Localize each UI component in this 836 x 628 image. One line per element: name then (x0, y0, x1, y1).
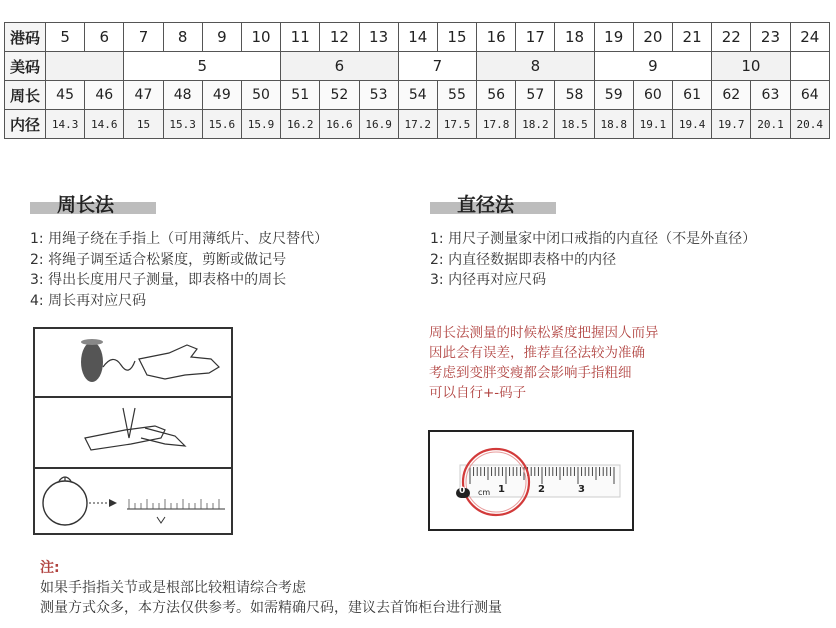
hk-size-cell: 17 (516, 23, 555, 52)
inner-diameter-cell: 18.5 (555, 110, 594, 139)
illustration-thread-spool (33, 327, 233, 398)
inner-diameter-cell: 19.4 (673, 110, 712, 139)
hk-size-cell: 9 (202, 23, 241, 52)
hk-size-cell: 14 (398, 23, 437, 52)
illustration-measure-ruler (33, 467, 233, 535)
hk-size-cell: 6 (85, 23, 124, 52)
us-size-cell: 8 (477, 52, 595, 81)
hk-size-cell: 21 (673, 23, 712, 52)
hk-size-cell: 5 (46, 23, 85, 52)
circumference-cell: 59 (594, 81, 633, 110)
hk-size-cell: 11 (281, 23, 320, 52)
circumference-cell: 62 (712, 81, 751, 110)
illustration-wrap-finger (33, 396, 233, 469)
hk-size-cell: 12 (320, 23, 359, 52)
circumference-cell: 47 (124, 81, 163, 110)
hk-size-cell: 13 (359, 23, 398, 52)
circumference-cell: 46 (85, 81, 124, 110)
inner-diameter-cell: 14.6 (85, 110, 124, 139)
hk-size-cell: 10 (241, 23, 280, 52)
inner-diameter-cell: 15.3 (163, 110, 202, 139)
right-step-item: 1: 用尺子测量家中闭口戒指的内直径（不是外直径） (430, 231, 757, 247)
us-size-cell (46, 52, 124, 81)
inner-diameter-cell: 17.5 (437, 110, 476, 139)
left-step-item: 2: 将绳子调至适合松紧度，剪断或做记号 (30, 251, 287, 268)
row-label-circumference: 周长 (5, 81, 46, 110)
circumference-cell: 60 (633, 81, 672, 110)
us-size-cell (790, 52, 829, 81)
ruler-three-label: 3 (578, 484, 585, 495)
us-size-cell: 9 (594, 52, 712, 81)
circumference-cell: 50 (241, 81, 280, 110)
inner-diameter-cell: 17.2 (398, 110, 437, 139)
us-size-cell: 7 (398, 52, 476, 81)
row-label-inner: 内径 (5, 110, 46, 139)
hk-size-cell: 23 (751, 23, 790, 52)
inner-diameter-cell: 15.6 (202, 110, 241, 139)
left-step-item: 4: 周长再对应尺码 (30, 292, 147, 309)
hk-size-cell: 18 (555, 23, 594, 52)
tip-line: 周长法测量的时候松紧度把握因人而异 (429, 325, 659, 341)
hk-size-cell: 15 (437, 23, 476, 52)
circumference-cell: 48 (163, 81, 202, 110)
footer-note (40, 558, 502, 618)
ruler-two-label: 2 (538, 484, 545, 495)
tip-line: 因此会有误差，推荐直径法较为准确 (429, 345, 645, 361)
inner-diameter-cell: 19.1 (633, 110, 672, 139)
inner-diameter-cell: 17.8 (477, 110, 516, 139)
hk-size-cell: 22 (712, 23, 751, 52)
hk-size-cell: 8 (163, 23, 202, 52)
footer-note-title: 注: (40, 560, 60, 576)
hk-size-row (5, 23, 830, 52)
circumference-cell: 54 (398, 81, 437, 110)
circumference-cell: 61 (673, 81, 712, 110)
left-step-item: 1: 用绳子绕在手指上（可用薄纸片、皮尺替代） (30, 231, 329, 247)
us-size-cell: 10 (712, 52, 790, 81)
circumference-cell: 55 (437, 81, 476, 110)
inner-diameter-cell: 20.4 (790, 110, 829, 139)
circumference-cell: 52 (320, 81, 359, 110)
circumference-cell: 57 (516, 81, 555, 110)
circumference-cell: 49 (202, 81, 241, 110)
us-size-cell: 6 (281, 52, 399, 81)
circumference-cell: 63 (751, 81, 790, 110)
right-step-item: 2: 内直径数据即表格中的内径 (430, 251, 617, 268)
ruler-zero-label: 0 (459, 486, 466, 496)
inner-diameter-cell: 16.6 (320, 110, 359, 139)
right-step-item: 3: 内径再对应尺码 (430, 272, 547, 288)
inner-diameter-cell: 20.1 (751, 110, 790, 139)
circumference-cell: 45 (46, 81, 85, 110)
inner-diameter-cell: 16.9 (359, 110, 398, 139)
hk-size-cell: 24 (790, 23, 829, 52)
hk-size-cell: 19 (594, 23, 633, 52)
circumference-row (5, 81, 830, 110)
hk-size-cell: 20 (633, 23, 672, 52)
tip-line: 考虑到变胖变瘦都会影响手指粗细 (429, 365, 632, 381)
inner-diameter-cell: 16.2 (281, 110, 320, 139)
right-section-title: 直径法 (457, 194, 515, 216)
hk-size-cell: 7 (124, 23, 163, 52)
illustration-ring-on-ruler (428, 430, 634, 531)
footer-note-line: 测量方式众多，本方法仅供参考。如需精确尺码，建议去首饰柜台进行测量 (40, 600, 502, 616)
inner-diameter-cell: 18.2 (516, 110, 555, 139)
inner-diameter-cell: 14.3 (46, 110, 85, 139)
circumference-cell: 56 (477, 81, 516, 110)
circumference-cell: 58 (555, 81, 594, 110)
us-size-row (5, 52, 830, 81)
circumference-cell: 53 (359, 81, 398, 110)
inner-diameter-cell: 19.7 (712, 110, 751, 139)
circumference-cell: 64 (790, 81, 829, 110)
left-section-title: 周长法 (57, 194, 115, 216)
footer-note-line: 如果手指指关节或是根部比较粗请综合考虑 (40, 580, 306, 596)
tip-line: 可以自行+-码子 (429, 385, 527, 401)
ruler-one-label: 1 (498, 484, 505, 495)
circumference-cell: 51 (281, 81, 320, 110)
right-steps-list (430, 229, 756, 291)
inner-diameter-cell: 18.8 (594, 110, 633, 139)
us-size-cell: 5 (124, 52, 281, 81)
left-step-item: 3: 得出长度用尺子测量，即表格中的周长 (30, 272, 287, 288)
left-steps-list (30, 229, 328, 311)
inner-diameter-row (5, 110, 830, 139)
row-label-hk: 港码 (5, 23, 46, 52)
row-label-us: 美码 (5, 52, 46, 81)
ruler-unit-label: cm (478, 488, 491, 497)
size-chart-table (4, 22, 830, 139)
inner-diameter-cell: 15.9 (241, 110, 280, 139)
diameter-tips-note (429, 323, 659, 403)
inner-diameter-cell: 15 (124, 110, 163, 139)
hk-size-cell: 16 (477, 23, 516, 52)
